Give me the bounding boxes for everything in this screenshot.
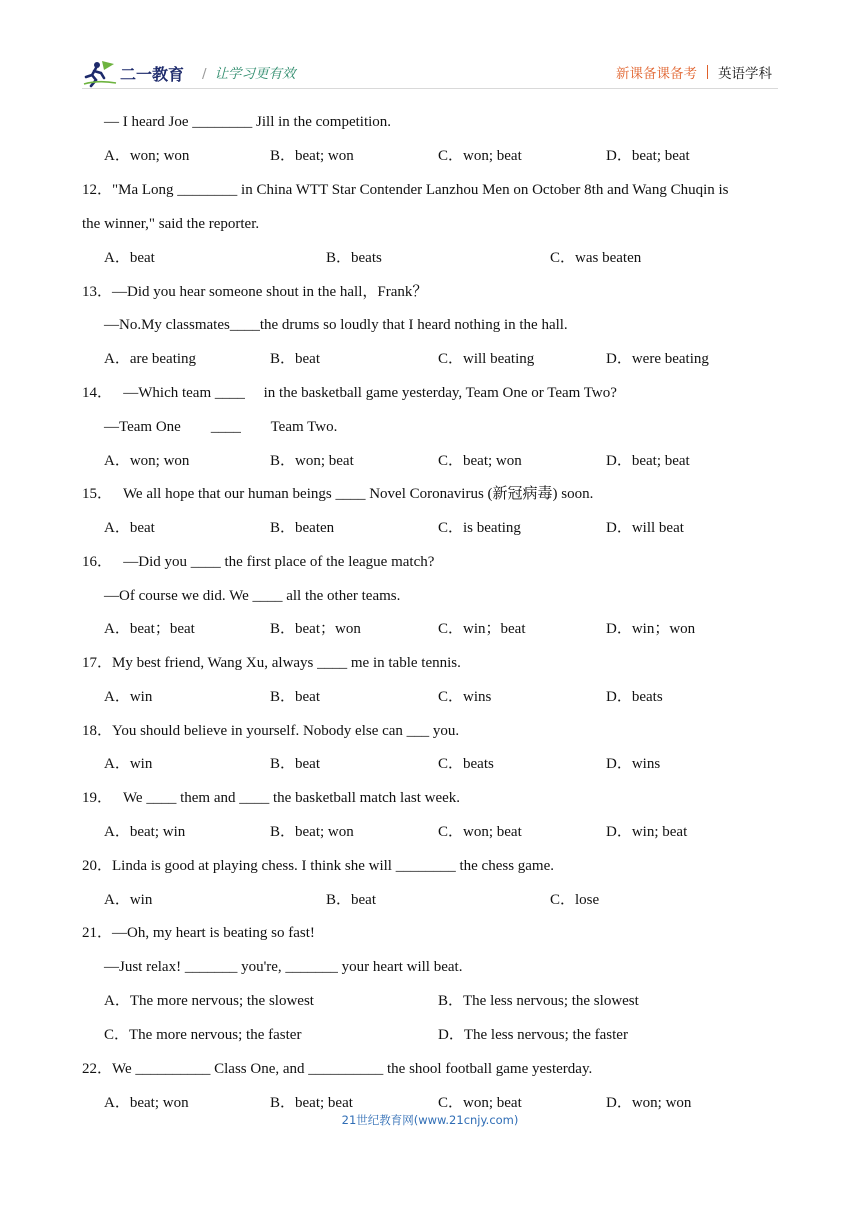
q15-option-a[interactable]: A．beat: [104, 520, 155, 536]
q18-stem: 18．You should believe in yourself. Nobody else can ___ you.: [82, 723, 460, 739]
q16-option-d[interactable]: D．win；won: [606, 621, 696, 637]
q15-option-b[interactable]: B．beaten: [270, 520, 335, 536]
q17-option-d[interactable]: D．beats: [606, 689, 663, 705]
slogan: [202, 62, 296, 82]
q22-option-b[interactable]: B．beat; beat: [270, 1095, 353, 1111]
q19-option-b[interactable]: B．beat; won: [270, 824, 354, 840]
q21-option-b[interactable]: B．The less nervous; the slowest: [438, 993, 639, 1009]
q16-stem: 16． —Did you ____ the first place of the league match?: [82, 554, 435, 570]
runner-logo-icon: [82, 58, 118, 88]
q21-stem-cont: —Just relax! _______ you're, _______ your heart will beat.: [104, 959, 463, 975]
slogan-separator: /: [202, 66, 207, 82]
q14-option-d[interactable]: D．beat; beat: [606, 453, 690, 469]
header-divider: [707, 65, 708, 79]
q17-option-b[interactable]: B．beat: [270, 689, 320, 705]
q16-option-b[interactable]: B．beat；won: [270, 621, 361, 637]
q22-option-a[interactable]: A．beat; won: [104, 1095, 189, 1111]
slogan-text: 让学习更有效: [214, 66, 296, 82]
q11-option-c[interactable]: C．won; beat: [438, 148, 522, 164]
header-rule: [82, 88, 778, 89]
q17-option-c[interactable]: C．wins: [438, 689, 492, 705]
q20-option-b[interactable]: B．beat: [326, 892, 376, 908]
q11-option-a[interactable]: A．won; won: [104, 148, 190, 164]
q21-option-c[interactable]: C．The more nervous; the faster: [104, 1027, 302, 1043]
logo: [82, 58, 184, 88]
q17-stem: 17．My best friend, Wang Xu, always ____ me in table tennis.: [82, 655, 461, 671]
course-label: 新课备课备考: [616, 66, 697, 82]
subject-label: 英语学科: [718, 66, 772, 82]
q14-option-b[interactable]: B．won; beat: [270, 453, 354, 469]
q17-option-a[interactable]: A．win: [104, 689, 153, 705]
q14-stem: 14． —Which team ____ in the basketball game yesterday, Team One or Team Two?: [82, 385, 617, 401]
q11-option-d[interactable]: D．beat; beat: [606, 148, 690, 164]
q16-stem-cont: —Of course we did. We ____ all the other teams.: [104, 588, 401, 604]
q22-option-d[interactable]: D．won; won: [606, 1095, 692, 1111]
q12-stem: 12．"Ma Long ________ in China WTT Star Contender Lanzhou Men on October 8th and Wang Chuqin is: [82, 182, 729, 198]
q20-option-a[interactable]: A．win: [104, 892, 153, 908]
q19-option-a[interactable]: A．beat; win: [104, 824, 186, 840]
q18-option-b[interactable]: B．beat: [270, 756, 320, 772]
q22-stem: 22．We __________ Class One, and __________ the shool football game yesterday.: [82, 1061, 593, 1077]
q13-stem-cont: —No.My classmates____the drums so loudly that I heard nothing in the hall.: [104, 317, 568, 333]
q13-option-d[interactable]: D．were beating: [606, 351, 709, 367]
q15-option-d[interactable]: D．will beat: [606, 520, 684, 536]
page-footer: 21世纪教育网(www.21cnjy.com): [341, 1113, 519, 1127]
page-header: [82, 54, 778, 90]
q18-option-c[interactable]: C．beats: [438, 756, 494, 772]
q21-option-a[interactable]: A．The more nervous; the slowest: [104, 993, 314, 1009]
q19-stem: 19． We ____ them and ____ the basketball match last week.: [82, 790, 461, 806]
q14-option-a[interactable]: A．won; won: [104, 453, 190, 469]
q22-option-c[interactable]: C．won; beat: [438, 1095, 522, 1111]
header-right: [616, 62, 772, 82]
q13-option-a[interactable]: A．are beating: [104, 351, 197, 367]
q12-stem-cont: the winner," said the reporter.: [82, 216, 260, 232]
q21-option-d[interactable]: D．The less nervous; the faster: [438, 1027, 628, 1043]
q14-option-c[interactable]: C．beat; won: [438, 453, 522, 469]
q21-stem: 21．—Oh, my heart is beating so fast!: [82, 925, 315, 941]
q16-option-c[interactable]: C．win；beat: [438, 621, 526, 637]
q20-stem: 20．Linda is good at playing chess. I think she will ________ the chess game.: [82, 858, 555, 874]
q18-option-d[interactable]: D．wins: [606, 756, 661, 772]
q15-option-c[interactable]: C．is beating: [438, 520, 521, 536]
q13-stem: 13．—Did you hear someone shout in the hall，Frank？: [82, 284, 428, 300]
q12-option-c[interactable]: C．was beaten: [550, 250, 642, 266]
q12-option-a[interactable]: A．beat: [104, 250, 155, 266]
q14-stem-cont: —Team One ____ Team Two.: [104, 419, 338, 435]
q16-option-a[interactable]: A．beat；beat: [104, 621, 195, 637]
q19-option-d[interactable]: D．win; beat: [606, 824, 688, 840]
q18-option-a[interactable]: A．win: [104, 756, 153, 772]
q11-stem: — I heard Joe ________ Jill in the competition.: [104, 114, 392, 130]
q15-stem: 15． We all hope that our human beings ____ Novel Coronavirus (新冠病毒) soon.: [82, 486, 594, 502]
logo-text: 二一教育: [120, 64, 185, 84]
q13-option-c[interactable]: C．will beating: [438, 351, 535, 367]
q12-option-b[interactable]: B．beats: [326, 250, 382, 266]
q19-option-c[interactable]: C．won; beat: [438, 824, 522, 840]
q11-option-b[interactable]: B．beat; won: [270, 148, 354, 164]
q20-option-c[interactable]: C．lose: [550, 892, 600, 908]
q13-option-b[interactable]: B．beat: [270, 351, 320, 367]
